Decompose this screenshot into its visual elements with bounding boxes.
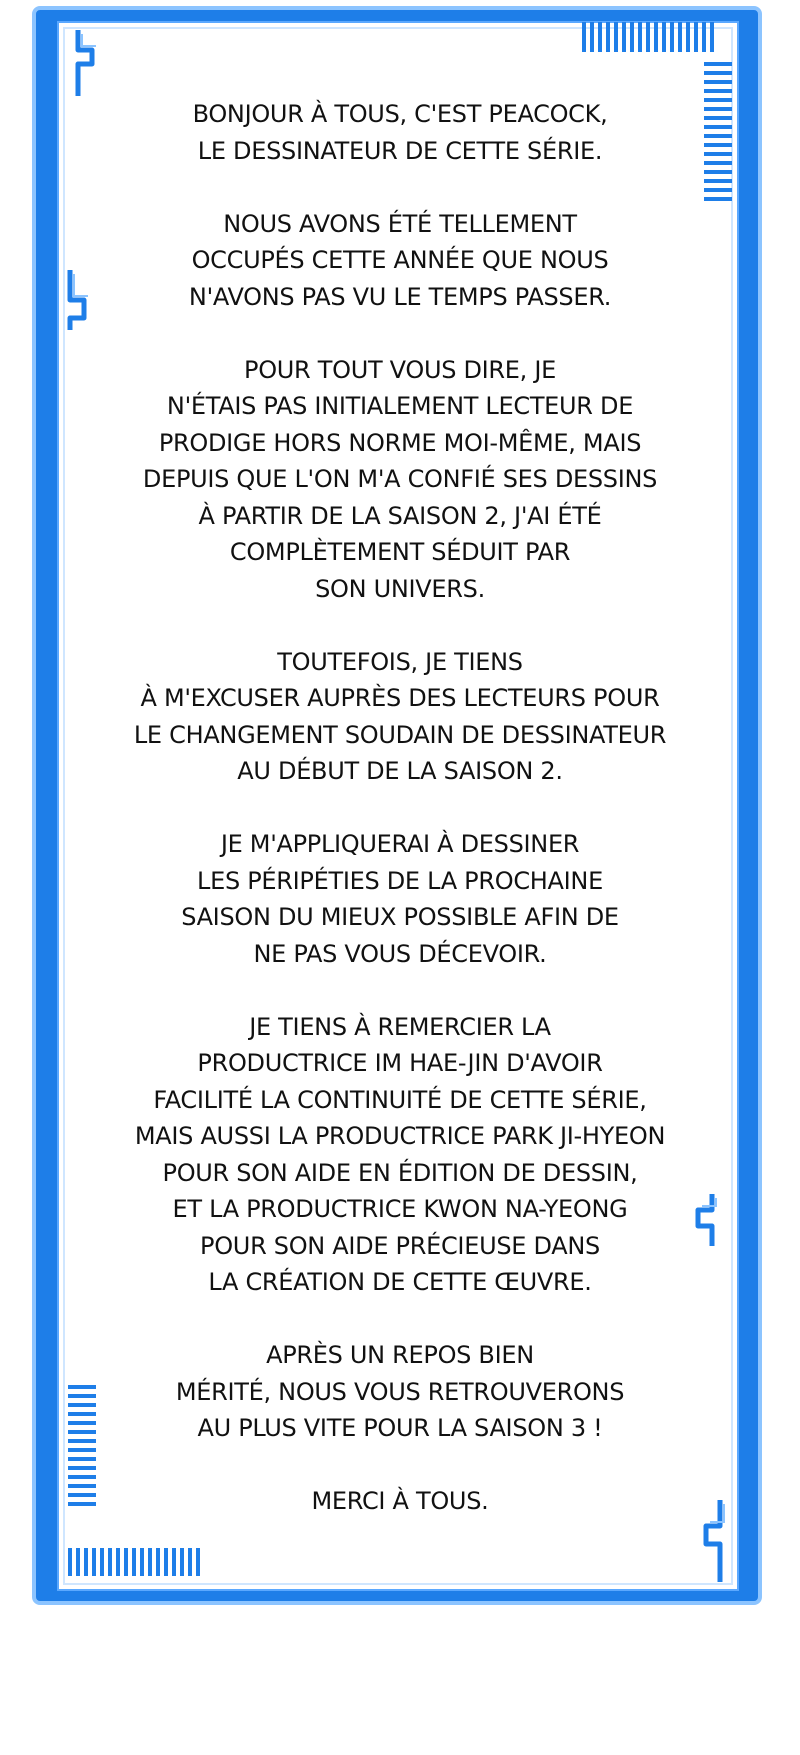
stripe — [678, 22, 682, 52]
message-body — [90, 96, 710, 1520]
message-line: DEPUIS QUE L'ON M'A CONFIÉ SES DESSINS — [142, 465, 658, 493]
message-paragraph — [90, 96, 710, 169]
message-line: JE TIENS À REMERCIER LA — [249, 1012, 551, 1041]
message-paragraph — [90, 644, 710, 790]
message-paragraph — [90, 1337, 710, 1447]
stripe — [654, 22, 658, 52]
message-line: APRÈS UN REPOS BIEN — [266, 1341, 534, 1369]
stripe — [704, 80, 732, 84]
message-line: MAIS AUSSI LA PRODUCTRICE PARK JI-HYEON — [134, 1122, 666, 1150]
stripe — [132, 1548, 136, 1576]
message-paragraph — [90, 826, 710, 972]
stripe — [108, 1548, 112, 1576]
stripe — [704, 89, 732, 93]
message-line: POUR TOUT VOUS DIRE, JE — [244, 355, 556, 384]
stripe — [590, 22, 594, 52]
stripe — [196, 1548, 200, 1576]
stripe — [686, 22, 690, 52]
message-line: À M'EXCUSER AUPRÈS DES LECTEURS POUR — [140, 684, 660, 712]
stripe — [148, 1548, 152, 1576]
stripe — [614, 22, 618, 52]
stripe — [702, 22, 706, 52]
stripe — [630, 22, 634, 52]
message-line: COMPLÈTEMENT SÉDUIT PAR — [229, 538, 571, 566]
stripe — [156, 1548, 160, 1576]
message-line: POUR SON AIDE EN ÉDITION DE DESSIN, — [162, 1158, 638, 1187]
message-line: À PARTIR DE LA SAISON 2, J'AI ÉTÉ — [198, 501, 602, 530]
message-line: NOUS AVONS ÉTÉ TELLEMENT — [223, 209, 577, 238]
stripe — [84, 1548, 88, 1576]
message-line: LES PÉRIPÉTIES DE LA PROCHAINE — [197, 866, 603, 895]
striped-bar-icon — [68, 1548, 200, 1576]
message-paragraph — [90, 206, 710, 316]
stripe — [100, 1548, 104, 1576]
message-paragraph — [90, 1483, 710, 1520]
message-line: PRODIGE HORS NORME MOI-MÊME, MAIS — [158, 428, 642, 457]
stripe — [180, 1548, 184, 1576]
stripe — [638, 22, 642, 52]
stripe — [582, 22, 586, 52]
stripe — [188, 1548, 192, 1576]
stripe — [606, 22, 610, 52]
stripe — [598, 22, 602, 52]
message-line: FACILITÉ LA CONTINUITÉ DE CETTE SÉRIE, — [153, 1085, 647, 1114]
stripe — [646, 22, 650, 52]
stripe — [92, 1548, 96, 1576]
message-paragraph — [90, 1009, 710, 1301]
stripe — [670, 22, 674, 52]
stripe — [704, 62, 732, 66]
message-line: SAISON DU MIEUX POSSIBLE AFIN DE — [181, 903, 619, 931]
message-line: AU DÉBUT DE LA SAISON 2. — [237, 757, 563, 785]
message-paragraph — [90, 352, 710, 608]
stripe — [68, 1548, 72, 1576]
message-line: N'ÉTAIS PAS INITIALEMENT LECTEUR DE — [166, 392, 634, 420]
message-line: LE DESSINATEUR DE CETTE SÉRIE. — [197, 136, 603, 165]
stripe — [76, 1548, 80, 1576]
message-line: SON UNIVERS. — [315, 574, 485, 603]
message-line: NE PAS VOUS DÉCEVOIR. — [253, 939, 547, 968]
message-line: PRODUCTRICE IM HAE-JIN D'AVOIR — [197, 1049, 603, 1077]
stripe — [622, 22, 626, 52]
striped-bar-icon — [582, 22, 714, 52]
stripe — [694, 22, 698, 52]
message-line: ET LA PRODUCTRICE KWON NA-YEONG — [172, 1195, 628, 1223]
message-line: JE M'APPLIQUERAI À DESSINER — [220, 830, 580, 858]
message-line: AU PLUS VITE POUR LA SAISON 3 ! — [197, 1414, 603, 1442]
stripe — [116, 1548, 120, 1576]
message-line: BONJOUR À TOUS, C'EST PEACOCK, — [192, 100, 608, 128]
message-line: POUR SON AIDE PRÉCIEUSE DANS — [200, 1231, 600, 1260]
message-line: MERCI À TOUS. — [311, 1487, 489, 1515]
stripe — [164, 1548, 168, 1576]
stripe — [124, 1548, 128, 1576]
message-line: MÉRITÉ, NOUS VOUS RETROUVERONS — [175, 1377, 625, 1406]
message-line: LA CRÉATION DE CETTE ŒUVRE. — [208, 1268, 592, 1296]
stripe — [710, 22, 714, 52]
stripe — [140, 1548, 144, 1576]
stripe — [662, 22, 666, 52]
message-line: LE CHANGEMENT SOUDAIN DE DESSINATEUR — [133, 720, 667, 749]
message-line: N'AVONS PAS VU LE TEMPS PASSER. — [188, 282, 612, 311]
message-line: OCCUPÉS CETTE ANNÉE QUE NOUS — [191, 246, 609, 274]
message-line: TOUTEFOIS, JE TIENS — [277, 647, 523, 676]
stripe — [704, 71, 732, 75]
stripe — [172, 1548, 176, 1576]
